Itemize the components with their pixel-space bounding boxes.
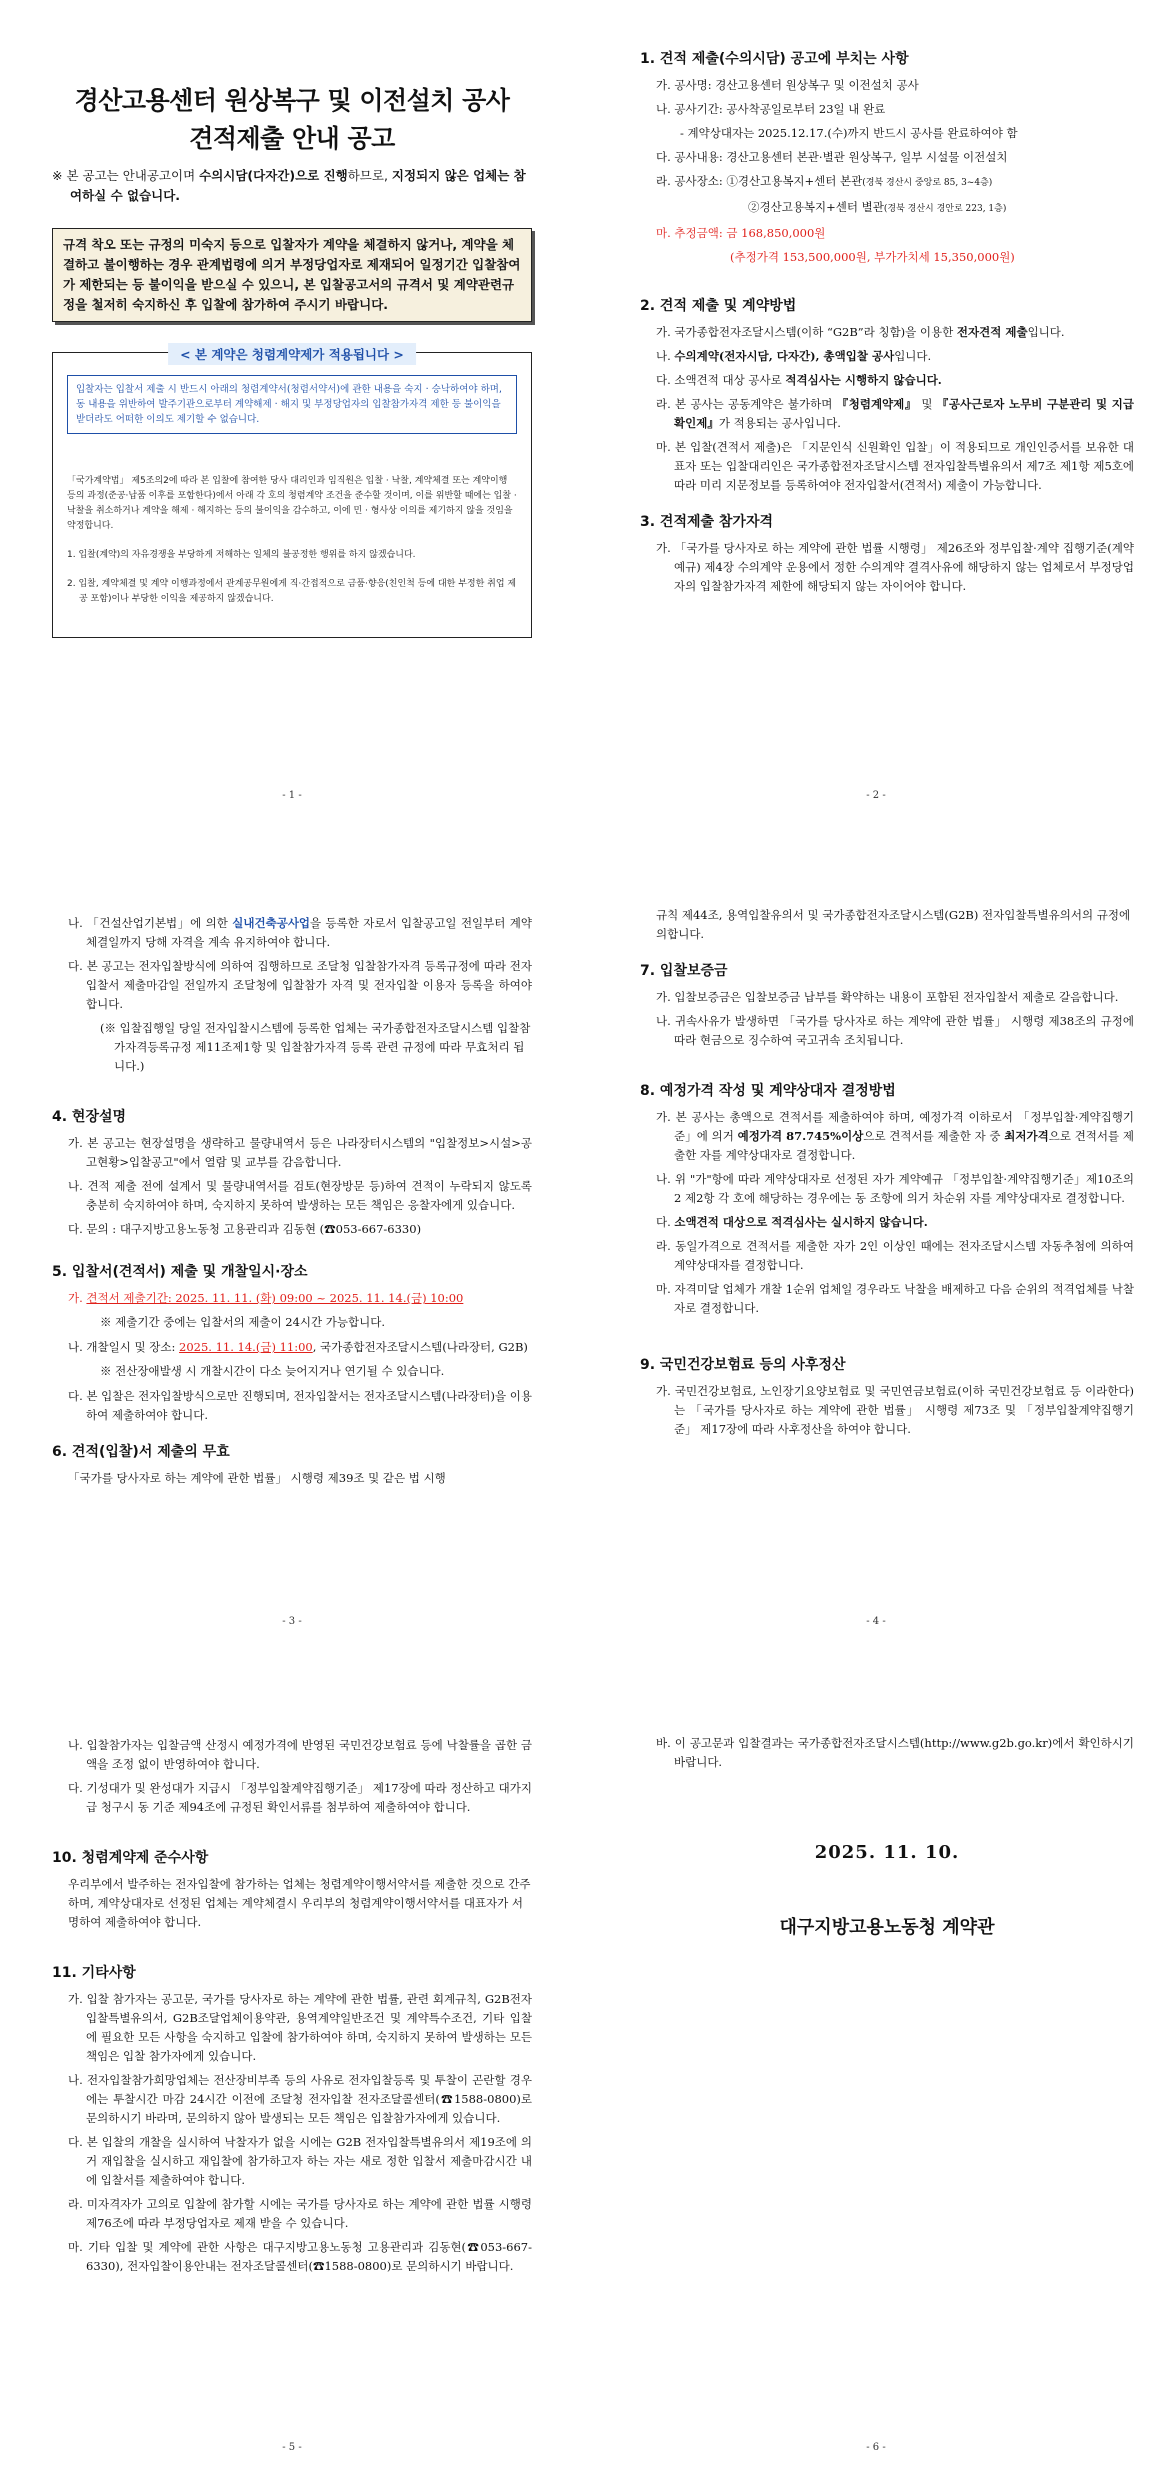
page-4 — [584, 826, 1168, 1652]
doc-title-line2: 견적제출 안내 공고 — [189, 124, 395, 153]
section-3-heading: 3. 견적제출 참가자격 — [640, 514, 773, 530]
s2-item-ma: 마. 본 입찰(견적서 제출)은 「지문인식 신원확인 입찰」이 적용되므로 개인인증서를 보유한 대표자 또는 입찰대리인은 국가종합전자조달시스템 전자입찰특별유의서 제7조 제1항 제5호에 따라 미리 지문정보를 등록하여야 전자입찰서(견적서) 제출이 가능합니다. — [656, 440, 1134, 492]
s2-item-da: 다. 소액견적 대상 공사로 적격심사는 시행하지 않습니다. — [656, 373, 942, 387]
warning-box: 규격 착오 또는 규정의 미숙지 등으로 입찰자가 계약을 체결하지 않거나, 계약을 체결하고 불이행하는 경우 관계법령에 의거 부정당업자로 제재되어 일정기간 입찰참여가 제한되는 등 불이익을 받으실 수 있으니, 본 입찰공고서의 규격서 및 계약관련규정을 철저히 숙지하신 후 입찰에 참가하여 주시기 바랍니다. — [52, 228, 532, 322]
page-2 — [584, 0, 1168, 826]
page-number: - 5 - — [282, 2442, 302, 2453]
s2-item-ga: 가. 국가종합전자조달시스템(이하 “G2B”라 칭함)을 이용한 전자견적 제출입니다. — [656, 325, 1065, 339]
announcement-date: 2025. 11. 10. — [814, 1842, 960, 1863]
s8-item-ra: 라. 동일가격으로 견적서를 제출한 자가 2인 이상인 때에는 전자조달시스템 자동추첨에 의하여 계약상대자를 결정합니다. — [656, 1239, 1134, 1272]
s2-item-ra: 라. 본 공사는 공동계약은 불가하며 『청렴계약제』 및 『공사근로자 노무비 구분관리 및 지급확인제』가 적용되는 공사입니다. — [656, 397, 1135, 430]
s11-item-ga: 가. 입찰 참가자는 공고문, 국가를 당사자로 하는 계약에 관한 법률, 관련 회계규칙, G2B전자입찰특별유의서, G2B조달업체이용약관, 용역계약일반조건 및 계약특수조건, 기타 입찰에 필요한 모든 사항을 숙지하고 입찰에 참가하여야 하며, 숙지하지 못하여 발생하는 모든 책임은 입찰 참가자에게 있습니다. — [68, 1992, 532, 2063]
s9-item-na: 나. 입찰참가자는 입찰금액 산정시 예정가격에 반영된 국민건강보험료 등에 낙찰률을 곱한 금액을 조정 없이 반영하여야 합니다. — [68, 1738, 532, 1771]
clean-contract-banner: < 본 계약은 청렴계약제가 적용됩니다 > — [168, 343, 416, 365]
section-1-heading: 1. 견적 제출(수의시담) 공고에 부치는 사항 — [640, 51, 909, 67]
s11-item-ra: 라. 미자격자가 고의로 입찰에 참가할 시에는 국가를 당사자로 하는 계약에 관한 법률 시행령 제76조에 따라 부정당업자로 제재 받을 수 있습니다. — [68, 2197, 532, 2230]
section-7-heading: 7. 입찰보증금 — [640, 963, 728, 979]
s8-item-na: 나. 위 "가"항에 따라 계약상대자로 선정된 자가 계약예규 「정부입찰·계약집행기준」제10조의2 제2항 각 호에 해당하는 경우에는 동 조항에 의거 차순위 자를 계약상대자로 결정합니다. — [656, 1172, 1134, 1205]
clean-contract-body — [67, 474, 517, 607]
s9-item-da: 다. 기성대가 및 완성대가 지급시 「정부입찰계약집행기준」 제17장에 따라 정산하고 대가지급 청구시 동 기준 제94조에 규정된 확인서류를 첨부하여 제출하여야 합니다. — [68, 1781, 532, 1814]
s6-continued: 규칙 제44조, 용역입찰유의서 및 국가종합전자조달시스템(G2B) 전자입찰특별유의서의 규정에 의합니다. — [656, 908, 1131, 941]
section-8-heading: 8. 예정가격 작성 및 계약상대자 결정방법 — [640, 1083, 896, 1099]
section-5-heading: 5. 입찰서(견적서) 제출 및 개찰일시·장소 — [52, 1264, 308, 1280]
s7-item-ga: 가. 입찰보증금은 입찰보증금 납부를 확약하는 내용이 포함된 전자입찰서 제출로 갈음합니다. — [656, 990, 1119, 1004]
clean-contract-notice: 입찰자는 입찰서 제출 시 반드시 아래의 청렴계약서(청렴서약서)에 관한 내용을 숙지 · 승낙하여야 하며, 동 내용을 위반하여 발주기관으로부터 계약해제 · 해지 및 부정당업자의 입찰참가자격 제한 등 불이익을 받더라도 어떠한 이의도 제기할 수 없습니다. — [67, 375, 517, 434]
page-number: - 2 - — [866, 790, 886, 801]
s6-text: 「국가를 당사자로 하는 계약에 관한 법률」 시행령 제39조 및 같은 법 시행 — [68, 1471, 446, 1485]
page-5 — [0, 1652, 584, 2478]
s1-item-da: 다. 공사내용: 경산고용센터 본관·별관 원상복구, 일부 시설물 이전설치 — [656, 150, 1008, 164]
page-number: - 4 - — [866, 1616, 886, 1627]
s1-item-ra-b: ②경산고용복지+센터 별관(경북 경산시 경안로 223, 1층) — [748, 200, 1007, 214]
s11-item-da: 다. 본 입찰의 개찰을 실시하여 낙찰자가 없을 시에는 G2B 전자입찰특별유의서 제19조에 의거 재입찰을 실시하고 재입찰에 참가하고자 하는 자는 새로 정한 입찰서 제출마감시간 내에 입찰서를 제출하여야 합니다. — [68, 2135, 532, 2187]
s5-item-ga-note: ※ 제출기간 중에는 입찰서의 제출이 24시간 가능합니다. — [100, 1315, 386, 1329]
s3-item-na: 나. 「건설산업기본법」에 의한 실내건축공사업을 등록한 자로서 입찰공고일 전일부터 계약체결일까지 당해 자격을 계속 유지하여야 합니다. — [68, 916, 532, 949]
page-1 — [0, 0, 584, 826]
s3-item-da: 다. 본 공고는 전자입찰방식에 의하여 집행하므로 조달청 입찰참가자격 등록규정에 따라 전자입찰서 제출마감일 전일까지 조달청에 입찰참가 자격 및 전자입찰 이용자 등록을 하여야 합니다. — [68, 959, 532, 1011]
page-number: - 6 - — [866, 2442, 886, 2453]
notice: ※ 본 공고는 안내공고이며 수의시담(다자간)으로 진행하므로, 지정되지 않은 업체는 참여하실 수 없습니다. — [52, 168, 526, 203]
s7-item-na: 나. 귀속사유가 발생하면 「국가를 당사자로 하는 계약에 관한 법률」 시행령 제38조의 규정에 따라 현금으로 징수하여 국고귀속 조치됩니다. — [656, 1014, 1134, 1047]
s1-item-ma: 마. 추정금액: 금 168,850,000원 — [656, 226, 826, 240]
s5-item-ga: 가. 견적서 제출기간: 2025. 11. 11. (화) 09:00 ~ 2025. 11. 14.(금) 10:00 — [68, 1291, 464, 1305]
section-2-heading: 2. 견적 제출 및 계약방법 — [640, 298, 797, 314]
s11-item-ma: 마. 기타 입찰 및 계약에 관한 사항은 대구지방고용노동청 고용관리과 김동현(☎053-667-6330), 전자입찰이용안내는 전자조달콜센터(☎1588-0800)로 문의하시기 바랍니다. — [68, 2240, 532, 2273]
clean-contract-item-2: 2. 입찰, 계약체결 및 계약 이행과정에서 관계공무원에게 직·간접적으로 금품·향응(친인척 등에 대한 부정한 취업 제공 포함)이나 부당한 이익을 제공하지 않겠습니다. — [67, 579, 517, 604]
s11-item-na: 나. 전자입찰참가희망업체는 전산장비부족 등의 사유로 전자입찰등록 및 투찰이 곤란할 경우에는 투찰시간 마감 24시간 이전에 조달청 전자입찰 전자조달콜센터(☎1588-0800)로 문의하시기 바라며, 문의하지 않아 발생되는 모든 책임은 입찰참가자에게 있습니다. — [68, 2073, 532, 2125]
clean-contract-intro: 「국가계약법」 제5조의2에 따라 본 입찰에 참여한 당사 대리인과 임직원은 입찰 · 낙찰, 계약체결 또는 계약이행 등의 과정(준공·납품 이후를 포함한다)에서 아래 각 호의 청렴계약 조건을 준수할 것이며, 이를 위반할 때에는 입찰 · 낙찰을 취소하거나 계약을 해제 · 해지하는 등의 불이익을 감수하고, 이에 민 · 형사상 이의를 제기하지 않을 것임을 약정합니다. — [67, 476, 517, 531]
s5-item-da: 다. 본 입찰은 전자입찰방식으로만 진행되며, 전자입찰서는 전자조달시스템(나라장터)을 이용하여 제출하여야 합니다. — [68, 1389, 533, 1422]
s5-item-na-note: ※ 전산장애발생 시 개찰시간이 다소 늦어지거나 연기될 수 있습니다. — [100, 1364, 445, 1378]
s3-item-da-note: (※ 입찰집행일 당일 전자입찰시스템에 등록한 업체는 국가종합전자조달시스템 입찰참가자격등록규정 제11조제1항 및 입찰참가자격 등록 관련 규정에 따라 무효처리 됩니다.) — [100, 1021, 531, 1073]
s1-item-ga: 가. 공사명: 경산고용센터 원상복구 및 이전설치 공사 — [656, 78, 919, 92]
doc-title-line1: 경산고용센터 원상복구 및 이전설치 공사 — [74, 86, 510, 115]
page-3 — [0, 826, 584, 1652]
clean-contract-box — [52, 347, 532, 638]
s4-item-ga: 가. 본 공고는 현장설명을 생략하고 물량내역서 등은 나라장터시스템의 "입찰정보>시설>공고현황>입찰공고"에서 열람 및 교부를 감음합니다. — [68, 1136, 532, 1169]
s1-item-na: 나. 공사기간: 공사착공일로부터 23일 내 완료 — [656, 102, 886, 116]
page-6 — [584, 1652, 1168, 2478]
s8-item-ga: 가. 본 공사는 총액으로 견적서를 제출하여야 하며, 예정가격 이하로서 「정부입찰·계약집행기준」에 의거 예정가격 87.745%이상으로 견적서를 제출한 자 중 최저가격으로 견적서를 제출한 자를 계약상대자로 결정합니다. — [656, 1110, 1134, 1162]
s1-item-na-sub: - 계약상대자는 2025.12.17.(수)까지 반드시 공사를 완료하여야 함 — [680, 126, 1018, 140]
section-11-heading: 11. 기타사항 — [52, 1965, 136, 1981]
s11-item-ba: 바. 이 공고문과 입찰결과는 국가종합전자조달시스템(http://www.g2b.go.kr)에서 확인하시기 바랍니다. — [656, 1736, 1134, 1769]
s2-item-na: 나. 수의계약(전자시담, 다자간), 총액입찰 공사입니다. — [656, 349, 932, 363]
section-9-heading: 9. 국민건강보험료 등의 사후정산 — [640, 1357, 846, 1373]
page-number: - 3 - — [282, 1616, 302, 1627]
s8-item-ma: 마. 자격미달 업체가 개찰 1순위 업체일 경우라도 낙찰을 배제하고 다음 순위의 적격업체를 낙찰자로 결정합니다. — [656, 1282, 1134, 1315]
s4-item-na: 나. 견적 제출 전에 설계서 및 물량내역서를 검토(현장방문 등)하여 견적이 누락되지 않도록 충분히 숙지하여야 하며, 숙지하지 못하여 발생하는 모든 책임은 응찰자에게 있습니다. — [68, 1179, 532, 1212]
issuing-authority: 대구지방고용노동청 계약관 — [779, 1917, 995, 1938]
page-number: - 1 - — [282, 790, 302, 801]
s9-item-ga: 가. 국민건강보험료, 노인장기요양보험료 및 국민연금보험료(이하 국민건강보험료 등 이라한다)는 「국가를 당사자로 하는 계약에 관한 법률」 시행령 제73조 및 「정부입찰계약집행기준」 제17장에 따라 사후정산을 하여야 합니다. — [656, 1384, 1134, 1436]
s4-item-da: 다. 문의 : 대구지방고용노동청 고용관리과 김동현 (☎053-667-6330) — [68, 1222, 422, 1236]
clean-contract-item-1: 1. 입찰(계약)의 자유경쟁을 부당하게 저해하는 일체의 불공정한 행위를 하지 않겠습니다. — [67, 550, 416, 560]
section-10-heading: 10. 청렴계약제 준수사항 — [52, 1850, 209, 1866]
section-4-heading: 4. 현장설명 — [52, 1109, 127, 1125]
s5-item-na: 나. 개찰일시 및 장소: 2025. 11. 14.(금) 11:00, 국가종합전자조달시스템(나라장터, G2B) — [68, 1340, 528, 1354]
s1-item-ma-sub: (추정가격 153,500,000원, 부가가치세 15,350,000원) — [730, 250, 1015, 264]
section-6-heading: 6. 견적(입찰)서 제출의 무효 — [52, 1444, 230, 1460]
s8-item-da: 다. 소액견적 대상으로 적격심사는 실시하지 않습니다. — [656, 1215, 928, 1229]
s10-text: 우리부에서 발주하는 전자입찰에 참가하는 업체는 청렴계약이행서약서를 제출한 것으로 간주하며, 계약상대자로 선정된 업체는 계약체결시 우리부의 청렴계약이행서약서를 대표자가 서명하여 제출하여야 합니다. — [68, 1877, 531, 1929]
s3-item-ga: 가. 「국가를 당사자로 하는 계약에 관한 법률 시행령」 제26조와 정부입찰·계약 집행기준(계약예규) 제4장 수의계약 운용에서 정한 수의계약 결격사유에 해당하지 않는 업체로서 부정당업자의 입찰참가자격 제한에 해당되지 않는 자이어야 합니다. — [656, 541, 1134, 593]
s1-item-ra: 라. 공사장소: ①경산고용복지+센터 본관(경북 경산시 중앙로 85, 3~4층) — [656, 174, 993, 188]
